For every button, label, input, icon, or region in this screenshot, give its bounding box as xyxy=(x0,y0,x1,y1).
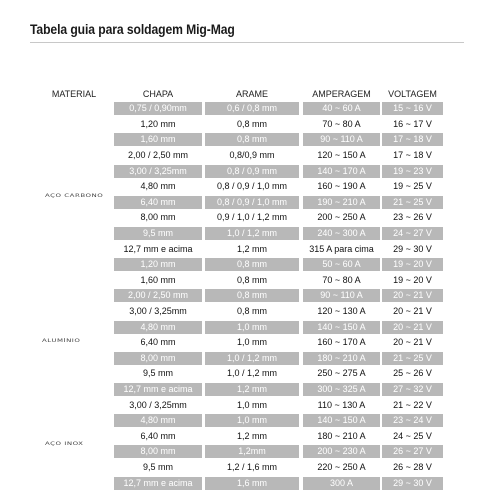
cell-amperagem: 300 ~ 325 A xyxy=(303,383,380,396)
table-row xyxy=(0,132,486,148)
table-row xyxy=(0,475,486,491)
cell-voltagem: 20 ~ 21 V xyxy=(382,321,443,334)
table-row xyxy=(0,148,486,164)
cell-voltagem: 23 ~ 26 V xyxy=(382,211,443,224)
table-row xyxy=(0,460,486,476)
cell-amperagem: 110 ~ 130 A xyxy=(303,399,380,412)
cell-arame: 1,2 mm xyxy=(205,430,299,443)
cell-chapa: 1,20 mm xyxy=(114,118,202,131)
cell-chapa: 12,7 mm e acima xyxy=(114,243,202,256)
material-label-aluminio: ALUMÍNIO xyxy=(42,338,81,344)
cell-amperagem: 70 ~ 80 A xyxy=(303,118,380,131)
table-row xyxy=(0,257,486,273)
table-row xyxy=(0,428,486,444)
cell-chapa: 3,00 / 3,25mm xyxy=(114,305,202,318)
cell-chapa: 8,00 mm xyxy=(114,352,202,365)
table-row xyxy=(0,226,486,242)
cell-amperagem: 90 ~ 110 A xyxy=(303,289,380,302)
cell-amperagem: 120 ~ 150 A xyxy=(303,149,380,162)
table-row xyxy=(0,413,486,429)
cell-amperagem: 160 ~ 190 A xyxy=(303,180,380,193)
cell-amperagem: 315 A para cima xyxy=(303,243,380,256)
cell-chapa: 12,7 mm e acima xyxy=(114,383,202,396)
cell-amperagem: 140 ~ 150 A xyxy=(303,414,380,427)
cell-chapa: 9,5 mm xyxy=(114,461,202,474)
cell-amperagem: 200 ~ 250 A xyxy=(303,211,380,224)
cell-chapa: 9,5 mm xyxy=(114,367,202,380)
cell-arame: 1,2 mm xyxy=(205,243,299,256)
cell-arame: 0,8 mm xyxy=(205,305,299,318)
cell-voltagem: 19 ~ 20 V xyxy=(382,258,443,271)
table-row xyxy=(0,441,486,460)
header-amperagem: AMPERAGEM xyxy=(312,89,371,99)
page-title: Tabela guia para soldagem Mig-Mag xyxy=(30,22,235,37)
cell-chapa: 9,5 mm xyxy=(114,227,202,240)
table-row xyxy=(0,319,486,335)
table-row xyxy=(0,304,486,320)
cell-voltagem: 21 ~ 25 V xyxy=(382,352,443,365)
cell-chapa: 6,40 mm xyxy=(114,336,202,349)
cell-voltagem: 20 ~ 21 V xyxy=(382,289,443,302)
table-row xyxy=(0,101,486,117)
table-row xyxy=(0,351,486,367)
cell-voltagem: 24 ~ 27 V xyxy=(382,227,443,240)
cell-amperagem: 40 ~ 60 A xyxy=(303,102,380,115)
cell-chapa: 3,00 / 3,25mm xyxy=(114,399,202,412)
cell-voltagem: 15 ~ 16 V xyxy=(382,102,443,115)
cell-voltagem: 19 ~ 20 V xyxy=(382,274,443,287)
cell-voltagem: 20 ~ 21 V xyxy=(382,336,443,349)
title-divider xyxy=(30,42,464,43)
cell-voltagem: 25 ~ 26 V xyxy=(382,367,443,380)
table-row xyxy=(0,195,486,211)
cell-chapa: 6,40 mm xyxy=(114,196,202,209)
cell-voltagem: 23 ~ 24 V xyxy=(382,414,443,427)
cell-chapa: 6,40 mm xyxy=(114,430,202,443)
table-row xyxy=(0,117,486,133)
cell-voltagem: 17 ~ 18 V xyxy=(382,149,443,162)
table-row xyxy=(0,288,486,304)
cell-voltagem: 26 ~ 27 V xyxy=(382,445,443,458)
cell-arame: 1,2 mm xyxy=(205,383,299,396)
cell-amperagem: 190 ~ 210 A xyxy=(303,196,380,209)
cell-chapa: 4,80 mm xyxy=(114,414,202,427)
header-material: MATERIAL xyxy=(51,89,97,99)
cell-amperagem: 300 A xyxy=(303,477,380,490)
cell-chapa: 1,60 mm xyxy=(114,133,202,146)
cell-chapa: 2,00 / 2,50 mm xyxy=(114,149,202,162)
cell-arame: 1,0 mm xyxy=(205,399,299,412)
cell-chapa: 4,80 mm xyxy=(114,321,202,334)
cell-chapa: 3,00 / 3,25mm xyxy=(114,165,202,178)
cell-amperagem: 180 ~ 210 A xyxy=(303,430,380,443)
table-row xyxy=(0,366,486,382)
cell-arame: 1,0 mm xyxy=(205,321,299,334)
cell-amperagem: 50 ~ 60 A xyxy=(303,258,380,271)
cell-arame: 1,2mm xyxy=(205,445,299,458)
cell-arame: 0,8 mm xyxy=(205,289,299,302)
cell-arame: 0,8 mm xyxy=(205,274,299,287)
cell-voltagem: 16 ~ 17 V xyxy=(382,118,443,131)
cell-amperagem: 70 ~ 80 A xyxy=(303,274,380,287)
cell-arame: 1,0 / 1,2 mm xyxy=(205,367,299,380)
cell-arame: 1,0 / 1,2 mm xyxy=(205,352,299,365)
cell-amperagem: 90 ~ 110 A xyxy=(303,133,380,146)
cell-voltagem: 21 ~ 22 V xyxy=(382,399,443,412)
cell-chapa: 1,60 mm xyxy=(114,274,202,287)
cell-chapa: 8,00 mm xyxy=(114,445,202,458)
cell-voltagem: 19 ~ 23 V xyxy=(382,165,443,178)
table-row xyxy=(0,179,486,195)
cell-chapa: 1,20 mm xyxy=(114,258,202,271)
cell-voltagem: 29 ~ 30 V xyxy=(382,243,443,256)
cell-amperagem: 180 ~ 210 A xyxy=(303,352,380,365)
cell-chapa: 12,7 mm e acima xyxy=(114,477,202,490)
cell-amperagem: 140 ~ 150 A xyxy=(303,321,380,334)
header-voltagem: VOLTAGEM xyxy=(388,89,437,99)
cell-amperagem: 250 ~ 275 A xyxy=(303,367,380,380)
cell-arame: 0,8 mm xyxy=(205,258,299,271)
cell-amperagem: 200 ~ 230 A xyxy=(303,445,380,458)
cell-chapa: 0,75 / 0,90mm xyxy=(114,102,202,115)
table-row xyxy=(0,382,486,398)
table-row xyxy=(0,210,486,226)
cell-voltagem: 29 ~ 30 V xyxy=(382,477,443,490)
table-row xyxy=(0,273,486,289)
cell-voltagem: 24 ~ 25 V xyxy=(382,430,443,443)
cell-arame: 1,6 mm xyxy=(205,477,299,490)
cell-amperagem: 120 ~ 130 A xyxy=(303,305,380,318)
cell-arame: 0,8 mm xyxy=(205,118,299,131)
cell-arame: 0,8 / 0,9 / 1,0 mm xyxy=(205,196,299,209)
material-label-aco-carbono: AÇO CARBONO xyxy=(45,193,104,199)
header-chapa: CHAPA xyxy=(142,89,174,99)
cell-voltagem: 19 ~ 25 V xyxy=(382,180,443,193)
cell-voltagem: 17 ~ 18 V xyxy=(382,133,443,146)
cell-arame: 1,0 / 1,2 mm xyxy=(205,227,299,240)
cell-voltagem: 20 ~ 21 V xyxy=(382,305,443,318)
cell-arame: 0,8/0,9 mm xyxy=(205,149,299,162)
cell-voltagem: 26 ~ 28 V xyxy=(382,461,443,474)
cell-amperagem: 160 ~ 170 A xyxy=(303,336,380,349)
table-row xyxy=(0,335,486,351)
table-row xyxy=(0,241,486,257)
cell-arame: 0,9 / 1,0 / 1,2 mm xyxy=(205,211,299,224)
cell-amperagem: 240 ~ 300 A xyxy=(303,227,380,240)
cell-chapa: 4,80 mm xyxy=(114,180,202,193)
cell-arame: 1,2 / 1,6 mm xyxy=(205,461,299,474)
cell-chapa: 8,00 mm xyxy=(114,211,202,224)
cell-arame: 0,6 / 0,8 mm xyxy=(205,102,299,115)
welding-table xyxy=(0,101,486,491)
cell-voltagem: 27 ~ 32 V xyxy=(382,383,443,396)
cell-chapa: 2,00 / 2,50 mm xyxy=(114,289,202,302)
cell-arame: 1,0 mm xyxy=(205,336,299,349)
cell-amperagem: 140 ~ 170 A xyxy=(303,165,380,178)
cell-arame: 0,8 / 0,9 mm xyxy=(205,165,299,178)
cell-amperagem: 220 ~ 250 A xyxy=(303,461,380,474)
cell-arame: 0,8 mm xyxy=(205,133,299,146)
header-arame: ARAME xyxy=(235,89,268,99)
cell-voltagem: 21 ~ 25 V xyxy=(382,196,443,209)
material-label-aco-inox: AÇO INOX xyxy=(45,441,84,447)
table-row xyxy=(0,163,486,179)
table-row xyxy=(0,397,486,413)
cell-arame: 0,8 / 0,9 / 1,0 mm xyxy=(205,180,299,193)
cell-arame: 1,0 mm xyxy=(205,414,299,427)
